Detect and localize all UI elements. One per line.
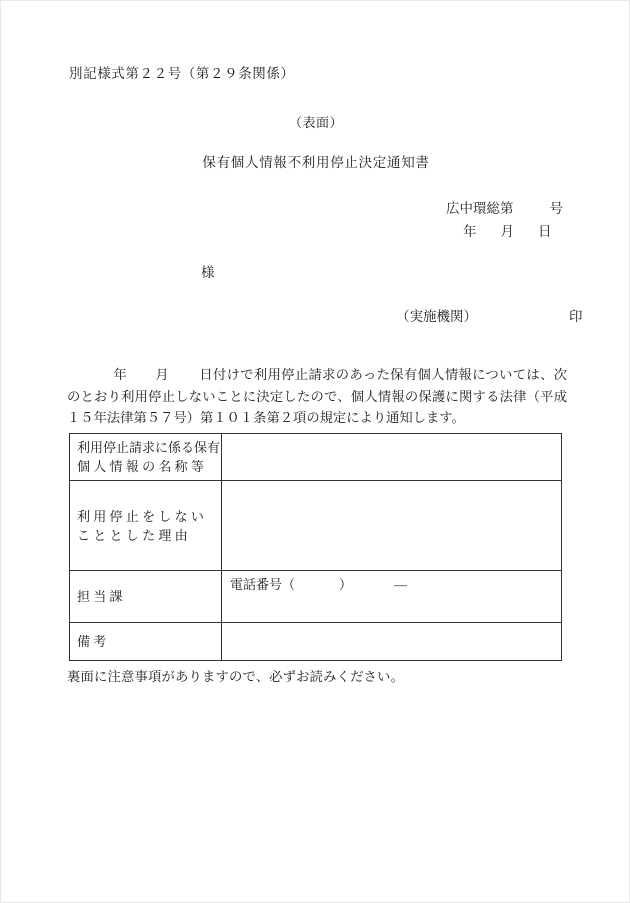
- agency-label: （実施機関）: [396, 309, 477, 324]
- table-row: [70, 434, 562, 481]
- row-label-department: [70, 571, 222, 623]
- side-label: （表面）: [288, 115, 343, 130]
- body-paragraph: [67, 364, 567, 429]
- form-number: 別記様式第２２号（第２９条関係）: [69, 66, 295, 81]
- row-label-remarks: [70, 623, 222, 661]
- seal-mark: 印: [569, 309, 583, 324]
- date-day-label: 日: [538, 224, 552, 239]
- row3-label: 担 当 課: [77, 589, 123, 604]
- row-label-subject-name: [70, 434, 222, 481]
- body-date-month: 月: [155, 367, 169, 382]
- addressee-line: 様: [201, 265, 215, 280]
- footnote: 裏面に注意事項がありますので、必ずお読みください。: [67, 669, 405, 684]
- body-date-year: 年: [113, 367, 127, 382]
- document-number-prefix: 広中環総第: [446, 201, 514, 216]
- body-paragraph-text: 日付けで利用停止請求のあった保有個人情報については、次のとおり利用停止しないことに決定したので、個人情報の保護に関する法律（平成１５年法律第５７号）第１０１条第２項の規定により通知します。: [67, 367, 568, 425]
- phone-label: 電話番号: [230, 576, 283, 592]
- document-number-suffix: 号: [549, 201, 563, 216]
- phone-paren-close: ）: [339, 576, 353, 592]
- document-date-line: [463, 220, 552, 240]
- table-row: [70, 571, 562, 623]
- date-month-label: 月: [500, 224, 514, 239]
- row1-label-line2: 個 人 情 報 の 名 称 等: [77, 459, 204, 474]
- table-row: [70, 623, 562, 661]
- row3-value-field[interactable]: [222, 571, 562, 623]
- row1-label-line1: 利用停止請求に係る保有: [77, 440, 221, 455]
- row4-label: 備 考: [77, 634, 107, 649]
- row2-value-field[interactable]: [222, 481, 562, 571]
- row1-value-field[interactable]: [222, 434, 562, 481]
- table-row: [70, 481, 562, 571]
- row2-label-line1: 利 用 停 止 を し な い: [77, 508, 204, 524]
- phone-number-line: [230, 574, 407, 593]
- row4-value-field[interactable]: [222, 623, 562, 661]
- phone-dash: ―: [394, 576, 408, 592]
- notification-table: [69, 433, 562, 661]
- document-number-line: [446, 197, 563, 217]
- row2-label-line2: こ と と し た 理 由: [77, 527, 188, 543]
- date-year-label: 年: [463, 224, 477, 239]
- document-title: 保有個人情報不利用停止決定通知書: [202, 155, 430, 170]
- phone-paren-open: （: [282, 576, 296, 592]
- row-label-reason: [70, 481, 222, 571]
- agency-line: [396, 305, 583, 325]
